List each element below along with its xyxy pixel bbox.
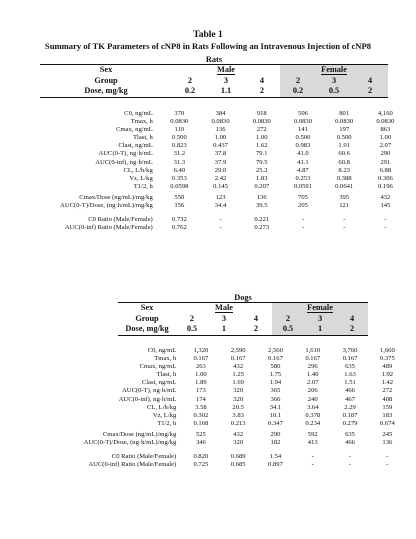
group-cell: 4 xyxy=(336,314,368,325)
table-cell: 79.5 xyxy=(255,158,268,166)
table-cell: 0.167 xyxy=(193,355,209,363)
table-cell: 6.88 xyxy=(379,166,392,174)
ratio-row xyxy=(6,216,406,224)
table-cell: 3.58 xyxy=(195,403,207,411)
table-cell: 580 xyxy=(270,363,281,371)
table-cell: 1.00 xyxy=(379,134,392,142)
row-label: Vz, L/kg xyxy=(152,411,177,419)
table-cell: 136 xyxy=(256,193,267,201)
table-cell: 0.388 xyxy=(336,174,352,182)
dogs-sex-row xyxy=(118,303,368,314)
table-row xyxy=(6,412,406,420)
sex-label: Sex xyxy=(118,303,176,314)
dose-cell: 0.5 xyxy=(176,324,208,335)
group-cell: 3 xyxy=(221,313,227,323)
row-label: Cmax/Dose (ng/mL)/mg/kg xyxy=(102,430,177,438)
table-cell: 0.0641 xyxy=(335,182,354,190)
table-cell: 432 xyxy=(380,193,391,201)
table-cell: 2,560 xyxy=(268,347,283,354)
table-cell: 25.2 xyxy=(255,166,268,174)
table-row xyxy=(6,371,406,379)
table-cell: 0.983 xyxy=(295,142,311,150)
table-cell: - xyxy=(219,224,222,232)
table-cell: 60.6 xyxy=(338,150,350,158)
dogs-species-label: Dogs xyxy=(234,293,252,302)
table-cell: 29.0 xyxy=(214,166,227,174)
table-cell: 635 xyxy=(345,363,355,371)
table-cell: 34.1 xyxy=(269,403,282,411)
table-cell: 395 xyxy=(339,193,350,201)
table-cell: - xyxy=(301,224,305,232)
table-row xyxy=(6,183,406,191)
row-label: Tmax, h xyxy=(130,118,153,126)
table-cell: 1.00 xyxy=(214,134,227,142)
table-cell: 467 xyxy=(345,395,355,403)
table-cell: 3.64 xyxy=(306,403,319,411)
row-label: Tlast, h xyxy=(156,371,177,379)
table-row xyxy=(6,439,406,447)
table-cell: 0.378 xyxy=(305,411,321,419)
table-cell: 506 xyxy=(298,110,308,117)
table-cell: 41.1 xyxy=(297,158,309,166)
table-cell: 1.25 xyxy=(232,371,244,379)
table-cell: 79.1 xyxy=(255,150,268,158)
table-cell: 0.347 xyxy=(268,419,283,427)
table-cell: 0.353 xyxy=(171,174,187,182)
row-label: CL, L/h/kg xyxy=(123,166,153,174)
dose-cell: 0.5 xyxy=(316,86,352,97)
table-row xyxy=(6,404,406,412)
dogs-dose-row xyxy=(118,324,368,335)
table-cell: 136 xyxy=(215,126,226,134)
row-label: C0, ng/mL xyxy=(147,347,177,354)
table-cell: 0.674 xyxy=(379,419,395,427)
table-cell: 1.94 xyxy=(269,379,282,387)
table-cell: 320 xyxy=(233,439,244,447)
row-label: Tmax, h xyxy=(154,355,177,363)
table-cell: 121 xyxy=(339,202,350,210)
table-cell: - xyxy=(386,461,389,469)
table-cell: 31.2 xyxy=(173,150,186,158)
table-cell: 0.167 xyxy=(305,355,321,363)
table-cell: 240 xyxy=(307,395,318,403)
table-cell: 384 xyxy=(215,110,226,117)
table-cell: - xyxy=(386,453,389,461)
table-cell: 0.0830 xyxy=(376,118,395,126)
table-cell: 0.0830 xyxy=(335,118,354,126)
table-cell: 466 xyxy=(345,387,355,395)
table-cell: - xyxy=(343,224,346,232)
table-cell: 291 xyxy=(380,158,391,166)
table-cell: - xyxy=(348,461,352,469)
table-cell: 1.54 xyxy=(269,453,282,461)
row-label: Cmax, ng/mL xyxy=(116,126,153,134)
table-cell: 173 xyxy=(195,387,206,395)
group-cell: 2 xyxy=(272,314,304,325)
table-cell: 0.725 xyxy=(193,461,209,469)
table-cell: 0.167 xyxy=(342,355,358,363)
table-cell: 39.5 xyxy=(255,202,268,210)
group-cell: 4 xyxy=(352,76,388,87)
title-block xyxy=(0,30,416,52)
table-row xyxy=(6,194,406,202)
table-cell: 413 xyxy=(307,439,318,447)
table-cell: 206 xyxy=(307,387,318,395)
table-cell: 0.168 xyxy=(193,419,209,427)
rats-sex-row xyxy=(40,65,388,76)
table-cell: 1.69 xyxy=(232,379,244,387)
ratio-row xyxy=(6,453,406,461)
table-cell: 110 xyxy=(174,126,185,134)
table-cell: 41.0 xyxy=(297,150,309,158)
table-row xyxy=(6,420,406,428)
row-label: AUC(0-T), ng·h/mL xyxy=(98,150,153,158)
table-cell: 1.91 xyxy=(338,142,350,150)
dose-cell: 1 xyxy=(304,324,336,335)
dose-cell: 0.2 xyxy=(172,86,208,97)
table-cell: 6.40 xyxy=(173,166,186,174)
table-cell: 0.689 xyxy=(230,453,246,461)
rats-group-row xyxy=(40,76,388,87)
table-cell: 0.375 xyxy=(379,355,395,363)
group-cell: 2 xyxy=(187,75,193,85)
table-cell: 272 xyxy=(256,126,267,134)
table-cell: 365 xyxy=(270,387,281,395)
table-cell: 0.500 xyxy=(295,134,311,142)
table-cell: 2,590 xyxy=(230,347,246,354)
table-cell: 2.07 xyxy=(379,142,392,150)
table-row xyxy=(6,126,406,134)
table-cell: 0.145 xyxy=(213,182,228,190)
table-cell: 432 xyxy=(233,430,244,438)
dogs-header xyxy=(118,302,368,336)
table-cell: 1.51 xyxy=(344,379,356,387)
table-cell: 0.302 xyxy=(193,411,209,419)
rats-dose-row xyxy=(40,86,388,97)
table-row xyxy=(6,363,406,371)
dose-cell: 2 xyxy=(352,86,388,97)
table-cell: 1.75 xyxy=(269,371,282,379)
table-row xyxy=(6,387,406,395)
table-cell: 1.00 xyxy=(255,134,268,142)
table-cell: 145 xyxy=(380,202,391,210)
table-cell: 10.1 xyxy=(269,411,282,419)
table-cell: 136 xyxy=(382,439,393,447)
table-cell: 0.253 xyxy=(295,174,311,182)
row-label: Vz, L/kg xyxy=(129,174,153,182)
table-row xyxy=(6,355,406,363)
table-cell: 801 xyxy=(339,110,350,117)
table-cell: 320 xyxy=(233,395,244,403)
table-row xyxy=(6,175,406,183)
table-cell: 370 xyxy=(174,110,185,117)
table-cell: 60.8 xyxy=(338,158,350,166)
table-cell: 3.83 xyxy=(232,411,244,419)
table-cell: 245 xyxy=(382,430,393,438)
table-cell: - xyxy=(301,216,305,224)
dose-label: Dose, mg/kg xyxy=(118,324,176,335)
table-cell: 1,660 xyxy=(379,347,395,354)
table-cell: 1.42 xyxy=(381,379,394,387)
rats-species-label: Rats xyxy=(205,55,223,64)
table-cell: - xyxy=(384,224,387,232)
table-cell: 0.207 xyxy=(254,182,270,190)
table-cell: 2.07 xyxy=(306,379,319,387)
table-cell: 272 xyxy=(382,387,393,395)
row-label: AUC(0-inf), ng·h/mL xyxy=(95,158,153,166)
table-row xyxy=(6,347,406,355)
table-cell: 296 xyxy=(307,363,318,371)
row-label: AUC(0-T)/Dose, (ng·h/mL)/mg/kg xyxy=(83,439,177,447)
table-cell: 0.897 xyxy=(268,461,283,469)
table-cell: 4.87 xyxy=(297,166,309,174)
table-cell: 489 xyxy=(382,363,393,371)
table-cell: 156 xyxy=(174,202,185,210)
row-label: CL, L/h/kg xyxy=(146,403,177,411)
table-cell: 525 xyxy=(195,430,206,438)
table-cell: 0.167 xyxy=(230,355,246,363)
sex-label: Sex xyxy=(40,65,172,76)
table-cell: 1.00 xyxy=(195,371,207,379)
table-cell: 197 xyxy=(339,126,350,134)
table-row xyxy=(6,118,406,126)
table-cell: 0.167 xyxy=(268,355,283,363)
table-cell: 183 xyxy=(382,411,393,419)
row-label: AUC(0-inf) Ratio (Male/Female) xyxy=(64,224,153,232)
table-cell: 1.62 xyxy=(255,142,268,150)
dose-cell: 1 xyxy=(208,324,240,335)
table-cell: 0.306 xyxy=(377,174,393,182)
table-cell: 0.732 xyxy=(171,216,187,224)
table-row xyxy=(6,202,406,210)
table-cell: - xyxy=(348,453,352,461)
table-cell: 31.3 xyxy=(173,158,186,166)
row-label: Tlast, h xyxy=(132,134,153,142)
table-cell: 1,610 xyxy=(305,347,321,354)
table-cell: 408 xyxy=(382,395,393,403)
table-row xyxy=(6,150,406,158)
table-cell: 0.187 xyxy=(342,411,358,419)
dose-label: Dose, mg/kg xyxy=(40,86,172,97)
table-cell: 4,160 xyxy=(377,110,393,117)
table-cell: 37.9 xyxy=(214,158,227,166)
table-cell: 0.234 xyxy=(305,419,321,427)
table-cell: - xyxy=(219,216,222,224)
rats-header xyxy=(40,64,388,98)
table-cell: 1.40 xyxy=(306,371,319,379)
row-label: T1/2, h xyxy=(157,419,177,427)
female-label: Female xyxy=(280,65,388,76)
table-cell: 0.437 xyxy=(213,142,228,150)
dose-cell: 0.5 xyxy=(272,324,304,335)
table-cell: 174 xyxy=(195,395,206,403)
table-cell: 263 xyxy=(195,363,206,371)
row-label: Cmax/Dose (ng/mL)/mg/kg xyxy=(79,193,153,201)
table-cell: 0.0830 xyxy=(211,118,230,126)
row-label: AUC(0-T), ng·h/mL xyxy=(122,387,177,395)
row-label: C0, ng/mL xyxy=(124,110,153,117)
table-cell: - xyxy=(343,216,346,224)
row-label: Cmax, ng/mL xyxy=(139,363,177,371)
table-cell: 863 xyxy=(380,126,391,134)
group-cell: 2 xyxy=(280,76,316,87)
table-cell: 0.762 xyxy=(171,224,187,232)
table-cell: 290 xyxy=(380,150,391,158)
table-cell: 159 xyxy=(382,403,393,411)
table-cell: 0.279 xyxy=(342,419,358,427)
group-cell: 3 xyxy=(316,76,352,87)
rats-data-table xyxy=(6,110,406,232)
group-label: Group xyxy=(94,75,118,85)
table-cell: 34.4 xyxy=(214,202,227,210)
ratio-row xyxy=(6,461,406,469)
group-cell: 4 xyxy=(259,75,265,85)
table-row xyxy=(6,431,406,439)
table-row xyxy=(6,167,406,175)
row-label: Clast, ng/mL xyxy=(141,379,177,387)
table-cell: 1.89 xyxy=(195,379,207,387)
table-row xyxy=(6,379,406,387)
table-cell: 466 xyxy=(345,439,355,447)
row-label: AUC(0-inf), ng·h/mL xyxy=(118,395,177,403)
table-cell: 0.213 xyxy=(230,419,246,427)
table-cell: 205 xyxy=(298,202,308,210)
table-cell: 0.500 xyxy=(171,134,187,142)
table-cell: 635 xyxy=(345,430,355,438)
table-cell: - xyxy=(311,453,314,461)
table-cell: 123 xyxy=(215,193,226,201)
table-cell: 0.685 xyxy=(230,461,246,469)
ratio-row xyxy=(6,224,406,232)
table-cell: 592 xyxy=(307,430,318,438)
dogs-data-table xyxy=(6,347,406,469)
table-cell: 1.83 xyxy=(255,174,268,182)
table-row xyxy=(6,134,406,142)
male-label: Male xyxy=(172,65,280,76)
table-cell: 432 xyxy=(233,363,244,371)
table-row xyxy=(6,110,406,118)
group-cell: 3 xyxy=(304,314,336,325)
male-label: Male xyxy=(176,303,272,314)
table-cell: 0.500 xyxy=(336,134,352,142)
table-cell: 320 xyxy=(233,387,244,395)
row-label: C0 Ratio (Male/Female) xyxy=(88,216,153,224)
table-cell: 37.8 xyxy=(214,150,227,158)
table-cell: 0.273 xyxy=(254,224,270,232)
table-row xyxy=(6,159,406,167)
table-cell: 0.0598 xyxy=(170,182,189,190)
table-cell: 705 xyxy=(298,193,308,201)
row-label: C0 Ratio (Male/Female) xyxy=(111,453,177,461)
table-cell: 20.5 xyxy=(232,403,244,411)
dose-cell: 1.1 xyxy=(208,86,244,97)
table-cell: 2.29 xyxy=(344,403,356,411)
group-cell: 2 xyxy=(189,313,195,323)
dose-cell: 2 xyxy=(240,324,272,335)
table-cell: 0.0830 xyxy=(252,118,271,126)
table-cell: 0.221 xyxy=(254,216,270,224)
table-subtitle: Summary of TK Parameters of cNP8 in Rats Following an Intravenous Injection of cNP8 xyxy=(44,41,372,51)
table-cell: 2.42 xyxy=(214,174,227,182)
table-cell: 1.63 xyxy=(344,371,356,379)
table-cell: 918 xyxy=(256,110,267,117)
table-cell: - xyxy=(384,216,387,224)
table-cell: 1.92 xyxy=(381,371,394,379)
table-cell: 290 xyxy=(270,430,281,438)
table-cell: 0.196 xyxy=(377,182,393,190)
table-title: Table 1 xyxy=(193,30,223,40)
table-row xyxy=(6,142,406,150)
table-cell: 182 xyxy=(270,439,281,447)
row-label: T1/2, h xyxy=(133,182,153,190)
dogs-group-row xyxy=(118,314,368,325)
table-cell: 3,760 xyxy=(342,347,358,354)
dose-cell: 2 xyxy=(244,86,280,97)
table-row xyxy=(6,396,406,404)
dose-cell: 2 xyxy=(336,324,368,335)
row-label: AUC(0-inf) Ratio (Male/Female) xyxy=(88,461,177,469)
table-cell: 0.0830 xyxy=(293,118,313,126)
dose-cell: 0.2 xyxy=(280,86,316,97)
group-label: Group xyxy=(135,313,159,323)
table-cell: 0.0591 xyxy=(293,182,313,190)
table-cell: 0.823 xyxy=(171,142,187,150)
table-cell: 0.0830 xyxy=(170,118,189,126)
table-cell: 0.820 xyxy=(193,453,209,461)
table-cell: 1,320 xyxy=(193,347,209,354)
table-cell: 346 xyxy=(195,439,206,447)
table-cell: 550 xyxy=(174,193,185,201)
table-cell: 8.23 xyxy=(338,166,350,174)
row-label: AUC(0-T)/Dose, (ng·h/mL)/mg/kg xyxy=(60,202,153,210)
group-cell: 3 xyxy=(223,75,229,85)
female-label: Female xyxy=(272,303,368,314)
table-cell: 366 xyxy=(270,395,281,403)
table-cell: - xyxy=(311,461,314,469)
group-cell: 4 xyxy=(253,313,259,323)
table-cell: 141 xyxy=(298,126,308,134)
row-label: Clast, ng/mL xyxy=(118,142,153,150)
